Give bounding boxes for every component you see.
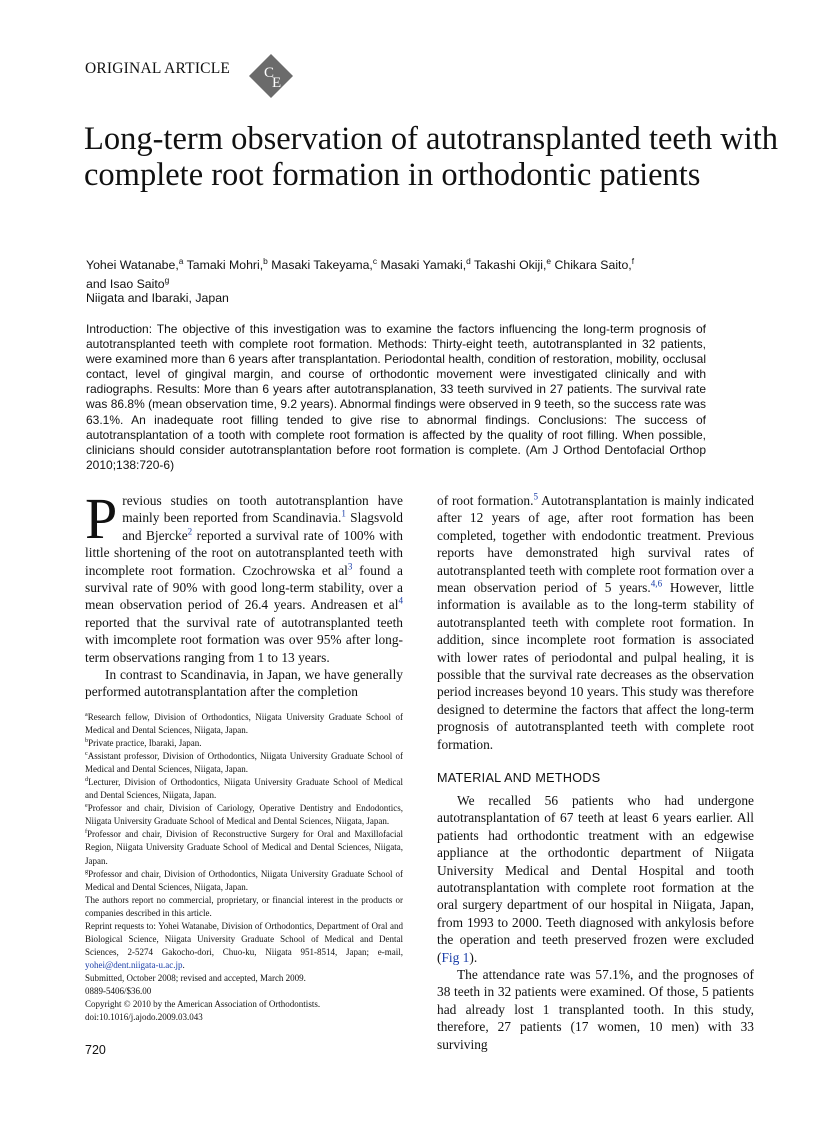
- reprint-text-end: .: [182, 959, 185, 970]
- footnote: [85, 802, 403, 828]
- section-heading: MATERIAL AND METHODS: [437, 771, 601, 785]
- body-text: reported that the survival rate of autotransplanted teeth with imcomplete root formation was over 95% after long-term observations ranging from 1 to 13 years.: [85, 614, 403, 665]
- citation-link[interactable]: 3: [347, 561, 353, 572]
- footnote-mark: f: [85, 829, 88, 836]
- footnotes: [85, 711, 403, 1024]
- body-text: However, little information is available as to the long-term stability of autotransplanted teeth with complete root formation. In addition, since incomplete root formation is associated with lower rates of periodontal and pulpal healing, it is possible that the survival rate decreases as the observation period increases beyond 10 years. This study was therefore designed to determine the factors that affect the long-term prognosis of autotransplanted teeth with complete root formation.: [437, 580, 754, 752]
- doi: doi:10.1016/j.ajodo.2009.03.043: [85, 1012, 203, 1023]
- continuing-education-badge: [248, 53, 294, 99]
- author-name: Chikara Saito,: [554, 258, 632, 272]
- footnote: [85, 868, 403, 894]
- body-text: We recalled 56 patients who had undergone autotransplantation of 67 teeth at least 6 years earlier. All patients had orthodontic treatment with an edgewise appliance at the orthodontic department of Niigata University Medical and Dental Hospital and tooth autotransplantation with complete root formation at the oral surgery department of our hospital in Niigata, Japan, from 1993 to 2000. Teeth diagnosed with ankylosis before the operation and teeth preserved frozen were excluded (: [437, 793, 754, 965]
- author-name: Tamaki Mohri,: [186, 258, 264, 272]
- abstract: Introduction: The objective of this investigation was to examine the factors influencing the long-term prognosis of autotransplanted teeth with complete root formation. Methods: Thirty-eight teeth, autotransplanted in 32 patients, were examined more than 6 years after transplantation. Periodontal health, condition of restoration, mobility, occlusal contact, level of gingival margin, and course of orthodontic movement were investigated clinically and with radiographs. Results: More than 6 years after autotransplanation, 33 teeth survived in 27 patients. The survival rate was 86.8% (mean observation time, 9.2 years). Abnormal findings were observed in 9 teeth, so the success rate was 63.1%. An inadequate root filling tended to give rise to abnormal findings. Conclusions: The success of autotransplantation of a tooth with complete root formation is affected by the quality of root filling. When possible, clinicians should consider autotransplantation before root formation is complete. (Am J Orthod Dentofacial Orthop 2010;138:720-6): [86, 322, 706, 472]
- figure-link[interactable]: Fig 1: [441, 949, 470, 965]
- citation-link[interactable]: 2: [187, 526, 193, 537]
- body-column-right-methods: [437, 792, 754, 1053]
- body-text: revious studies on tooth autotransplantion have mainly been reported from Scandinavia.: [122, 493, 403, 526]
- author-location: Niigata and Ibaraki, Japan: [86, 291, 229, 305]
- footnote-mark: c: [85, 751, 88, 758]
- body-paragraph: [437, 492, 754, 753]
- issn: 0889-5406/$36.00: [85, 985, 152, 996]
- author-name: Yohei Watanabe,: [86, 258, 179, 272]
- footnote-text: Professor and chair, Division of Cariology, Operative Dentistry and Endodontics, Niigata University Graduate School of Medical and Dental Sciences, Niigata, Japan.: [85, 803, 403, 827]
- footnote-text: Professor and chair, Division of Reconstructive Surgery for Oral and Maxillofacial Region, Niigata University Graduate School of Medical and Dental Sciences, Niigata, Japan.: [85, 829, 403, 866]
- footnote: [85, 828, 403, 867]
- reprint-text: Reprint requests to: Yohei Watanabe, Division of Orthodontics, Department of Oral and Biological Science, Niigata University Graduate School of Medical and Dental Sciences, 2-5274 Gakocho-dori, Chuo-ku, Niigata 951-8514, Japan; e-mail,: [85, 920, 403, 957]
- author-affiliation-mark: c: [372, 255, 378, 266]
- submission-dates: Submitted, October 2008; revised and accepted, March 2009.: [85, 972, 306, 983]
- body-column-left: [85, 486, 404, 701]
- footnote-text: Professor and chair, Division of Orthodontics, Niigata University Graduate School of Medical and Dental Sciences, Niigata, Japan.: [85, 868, 403, 892]
- body-text: Autotransplantation is mainly indicated after 12 years of age, after root formation has been completed, together with endodontic treatment. Previous reports have demonstrated high survival rates of autotransplanted teeth with complete root formation over a mean observation period of 5 years.: [437, 493, 754, 596]
- author-name: and Isao Saito: [86, 277, 165, 291]
- footnote-mark: a: [85, 712, 88, 718]
- footnote-text: Assistant professor, Division of Orthodontics, Niigata University Graduate School of Medical and Dental Sciences, Niigata, Japan.: [85, 751, 403, 775]
- author-list: [86, 256, 736, 294]
- footnote-text: Lecturer, Division of Orthodontics, Niigata University Graduate School of Medical and Dental Sciences, Niigata, Japan.: [85, 777, 403, 801]
- author-affiliation-mark: e: [546, 255, 552, 266]
- footnote-text: Private practice, Ibaraki, Japan.: [88, 738, 202, 749]
- citation-link[interactable]: 1: [341, 508, 346, 519]
- author-affiliation-mark: d: [466, 255, 471, 266]
- body-paragraph: [85, 486, 404, 666]
- reprint-requests: [85, 920, 403, 972]
- article-type-label: ORIGINAL ARTICLE: [85, 60, 231, 77]
- ce-badge-letter-c: C: [264, 65, 275, 81]
- author-name: Takashi Okiji,: [473, 258, 547, 272]
- body-text: reported a survival rate of 100% with little shortening of the root on autotransplanted teeth with incomplete root formation. Czochrowska et al: [85, 527, 403, 578]
- ce-badge-letter-e: E: [272, 75, 282, 91]
- footnote-mark: b: [85, 738, 89, 745]
- disclosure-note: The authors report no commercial, proprietary, or financial interest in the products or companies described in this article.: [85, 894, 403, 918]
- author-name: Masaki Takeyama,: [271, 258, 373, 272]
- article-title: Long-term observation of autotransplanted teeth with complete root formation in orthodontic patients: [84, 121, 779, 193]
- footnote-mark: e: [85, 803, 88, 810]
- body-text: found a survival rate of 90% with good long-term stability, over a mean observation period of 26.4 years. Andreasen et al: [85, 562, 403, 613]
- page-number: 720: [85, 1043, 106, 1057]
- body-paragraph: In contrast to Scandinavia, in Japan, we have generally performed autotransplantation after the completion: [85, 667, 403, 700]
- footnote-mark: d: [85, 777, 89, 784]
- citation-link[interactable]: 4: [398, 595, 403, 606]
- footnote: [85, 711, 403, 737]
- body-text: of root formation.: [437, 493, 534, 508]
- body-paragraph: The attendance rate was 57.1%, and the prognoses of 38 teeth in 32 patients were examined. Of those, 5 patients had already lost 1 transplanted tooth. In this study, therefore, 27 patients (17 women, 10 men) with 33 surviving: [437, 967, 754, 1052]
- author-email-link[interactable]: yohei@dent.niigata-u.ac.jp: [85, 959, 183, 970]
- author-affiliation-mark: a: [178, 255, 184, 266]
- citation-link[interactable]: 4,6: [650, 578, 663, 589]
- copyright: Copyright © 2010 by the American Association of Orthodontists.: [85, 999, 321, 1010]
- body-column-right: [437, 492, 754, 753]
- drop-cap: P: [85, 486, 118, 551]
- footnote: [85, 750, 403, 776]
- footnote-mark: g: [85, 868, 89, 875]
- author-affiliation-mark: b: [263, 255, 268, 266]
- author-affiliation-mark: f: [631, 255, 635, 266]
- citation-link[interactable]: 5: [533, 491, 539, 502]
- footnote: [85, 776, 403, 802]
- footnote-text: Research fellow, Division of Orthodontics, Niigata University Graduate School of Medical and Dental Sciences, Niigata, Japan.: [85, 712, 403, 736]
- body-text: ).: [469, 949, 478, 965]
- author-affiliation-mark: g: [164, 274, 170, 285]
- body-paragraph: [437, 792, 754, 966]
- author-name: Masaki Yamaki,: [380, 258, 467, 272]
- footnote: [85, 737, 403, 750]
- body-text: Slagsvold and Bjercke: [122, 510, 404, 543]
